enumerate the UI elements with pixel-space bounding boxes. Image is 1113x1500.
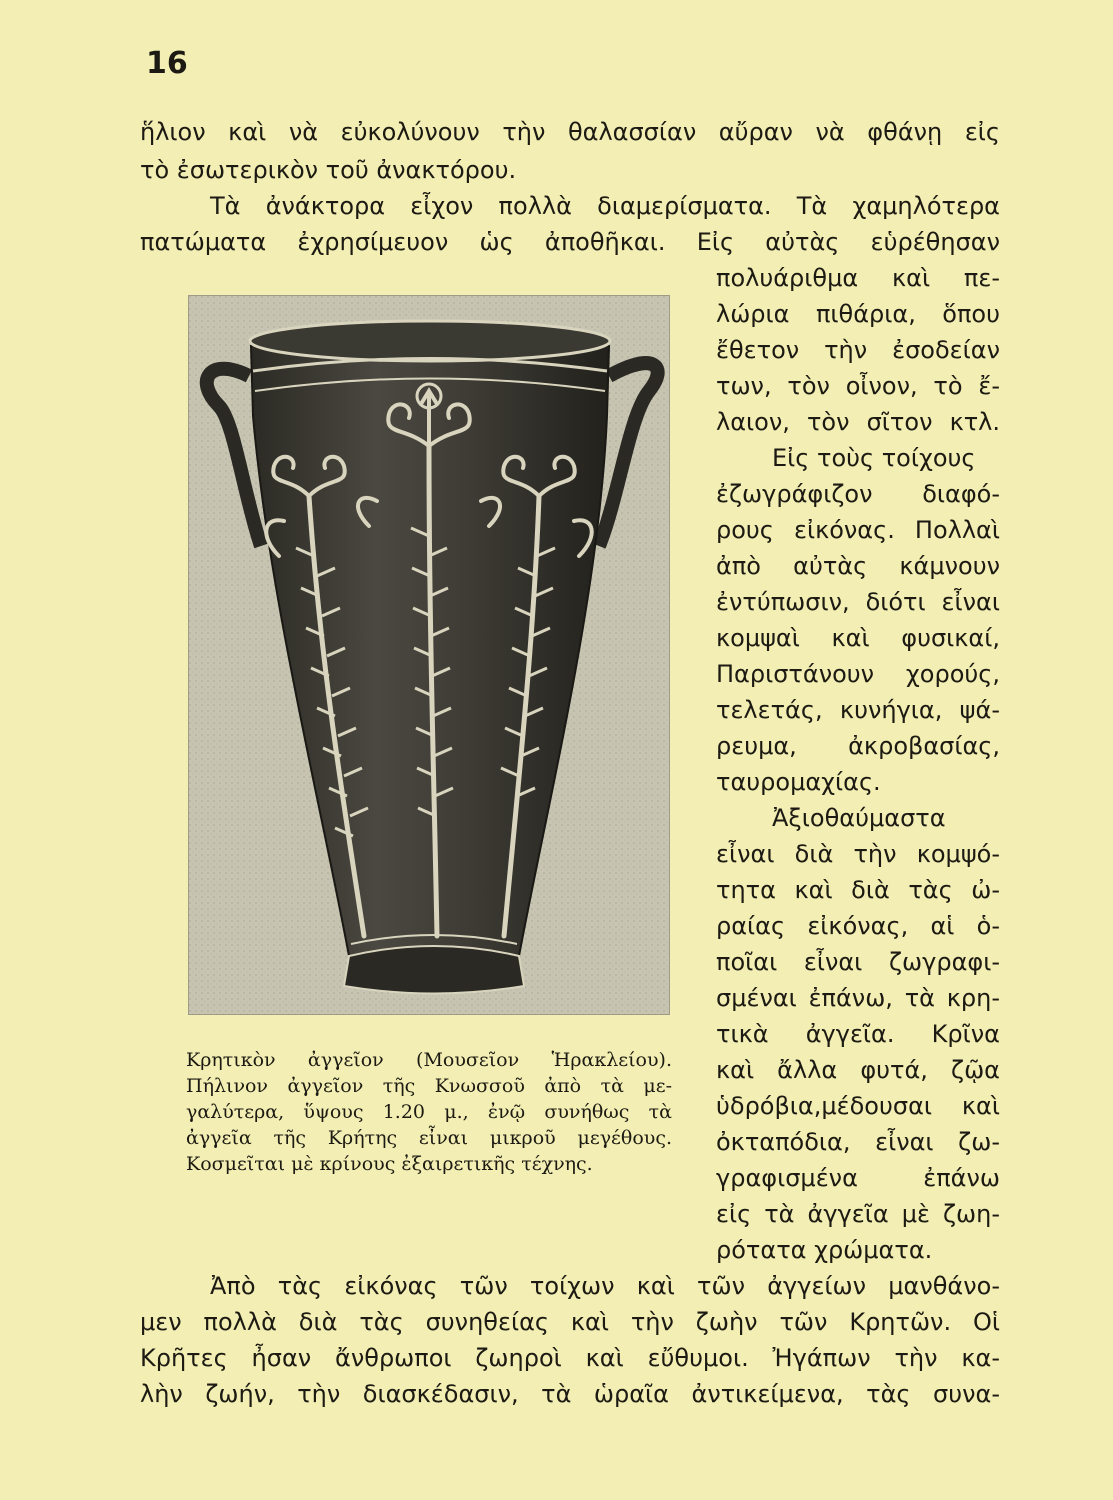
- side-text-line: ταυρομαχίας.: [716, 768, 881, 796]
- side-text-line: των, τὸν οἶνον, τὸ ἔ-: [716, 372, 1000, 400]
- caption-title: Κρητικὸν ἀγγεῖον (Μουσεῖον Ἡρακλείου).: [186, 1049, 672, 1071]
- side-text-line: εἰς τὰ ἀγγεῖα μὲ ζωη-: [716, 1200, 1000, 1228]
- side-text-line: ἐζωγράφιζον διαφό-: [716, 480, 1000, 508]
- caption-line: Κοσμεῖται μὲ κρίνους ἐξαιρετικῆς τέχνης.: [186, 1153, 593, 1175]
- side-text-line: λαιον, τὸν σῖτον κτλ.: [716, 408, 1000, 436]
- text-line: λὴν ζωήν, τὴν διασκέδασιν, τὰ ὡραῖα ἀντικείμενα, τὰς συνα-: [140, 1380, 1000, 1408]
- side-text-line: ρότατα χρώματα.: [716, 1236, 933, 1264]
- page-number: 16: [146, 46, 188, 81]
- side-text-line: ρους εἰκόνας. Πολλαὶ: [716, 516, 1000, 544]
- side-text-line: ὀκταπόδια, εἶναι ζω-: [716, 1128, 1000, 1156]
- text-line: Κρῆτες ἦσαν ἄνθρωποι ζωηροὶ καὶ εὔθυμοι. Ἠγάπων τὴν κα-: [140, 1344, 1000, 1372]
- side-text-line: καὶ ἄλλα φυτά, ζῷα: [716, 1056, 1000, 1084]
- side-text-line: εἶναι διὰ τὴν κομψό-: [716, 840, 1000, 868]
- side-text-line: πολυάριθμα καὶ πε-: [716, 264, 1000, 292]
- text-line: τὸ ἐσωτερικὸν τοῦ ἀνακτόρου.: [140, 156, 517, 184]
- side-text-line: ποῖαι εἶναι ζωγραφι-: [716, 948, 1000, 976]
- side-text-line: γραφισμένα ἐπάνω: [716, 1164, 1000, 1192]
- vase-photo: [188, 295, 670, 1015]
- side-text-line: λώρια πιθάρια, ὅπου: [716, 300, 1000, 328]
- side-text-line: ραίας εἰκόνας, αἱ ὁ-: [716, 912, 1000, 940]
- caption-line: Πήλινον ἀγγεῖον τῆς Κνωσσοῦ ἀπὸ τὰ με-: [186, 1075, 672, 1097]
- side-text-line: Εἰς τοὺς τοίχους: [772, 444, 976, 472]
- text-line: Τὰ ἀνάκτορα εἶχον πολλὰ διαμερίσματα. Τὰ χαμηλότερα: [210, 192, 1000, 220]
- side-text-line: ἀπὸ αὐτὰς κάμνουν: [716, 552, 1000, 580]
- side-text-line: σμέναι ἐπάνω, τὰ κρη-: [716, 984, 1000, 1012]
- side-text-line: ρευμα, ἀκροβασίας,: [716, 732, 1000, 760]
- side-text-line: τελετάς, κυνήγια, ψά-: [716, 696, 1000, 724]
- caption-line: ἀγγεῖα τῆς Κρήτης εἶναι μικροῦ μεγέθους.: [186, 1127, 672, 1149]
- side-text-line: τητα καὶ διὰ τὰς ὠ-: [716, 876, 1000, 904]
- side-text-line: κομψαὶ καὶ φυσικαί,: [716, 624, 1000, 652]
- side-text-line: Ἀξιοθαύμαστα: [772, 804, 946, 832]
- text-line: πατώματα ἐχρησίμευον ὡς ἀποθῆκαι. Εἰς αὐτὰς εὑρέθησαν: [140, 228, 1000, 256]
- side-text-line: Παριστάνουν χορούς,: [716, 660, 1000, 688]
- text-line: Ἀπὸ τὰς εἰκόνας τῶν τοίχων καὶ τῶν ἀγγείων μανθάνο-: [210, 1272, 1000, 1300]
- caption-line: γαλύτερα, ὕψους 1.20 μ., ἐνῷ συνήθως τὰ: [186, 1101, 672, 1123]
- side-text-line: ἔθετον τὴν ἐσοδείαν: [716, 336, 1000, 364]
- side-text-line: τικὰ ἀγγεῖα. Κρῖνα: [716, 1020, 1000, 1048]
- side-text-line: ὑδρόβια,μέδουσαι καὶ: [716, 1092, 1000, 1120]
- text-line: ἥλιον καὶ νὰ εὐκολύνουν τὴν θαλασσίαν αὔραν νὰ φθάνῃ εἰς: [140, 118, 1000, 146]
- side-text-line: ἐντύπωσιν, διότι εἶναι: [716, 588, 1000, 616]
- text-line: μεν πολλὰ διὰ τὰς συνηθείας καὶ τὴν ζωὴν τῶν Κρητῶν. Οἱ: [140, 1308, 1000, 1336]
